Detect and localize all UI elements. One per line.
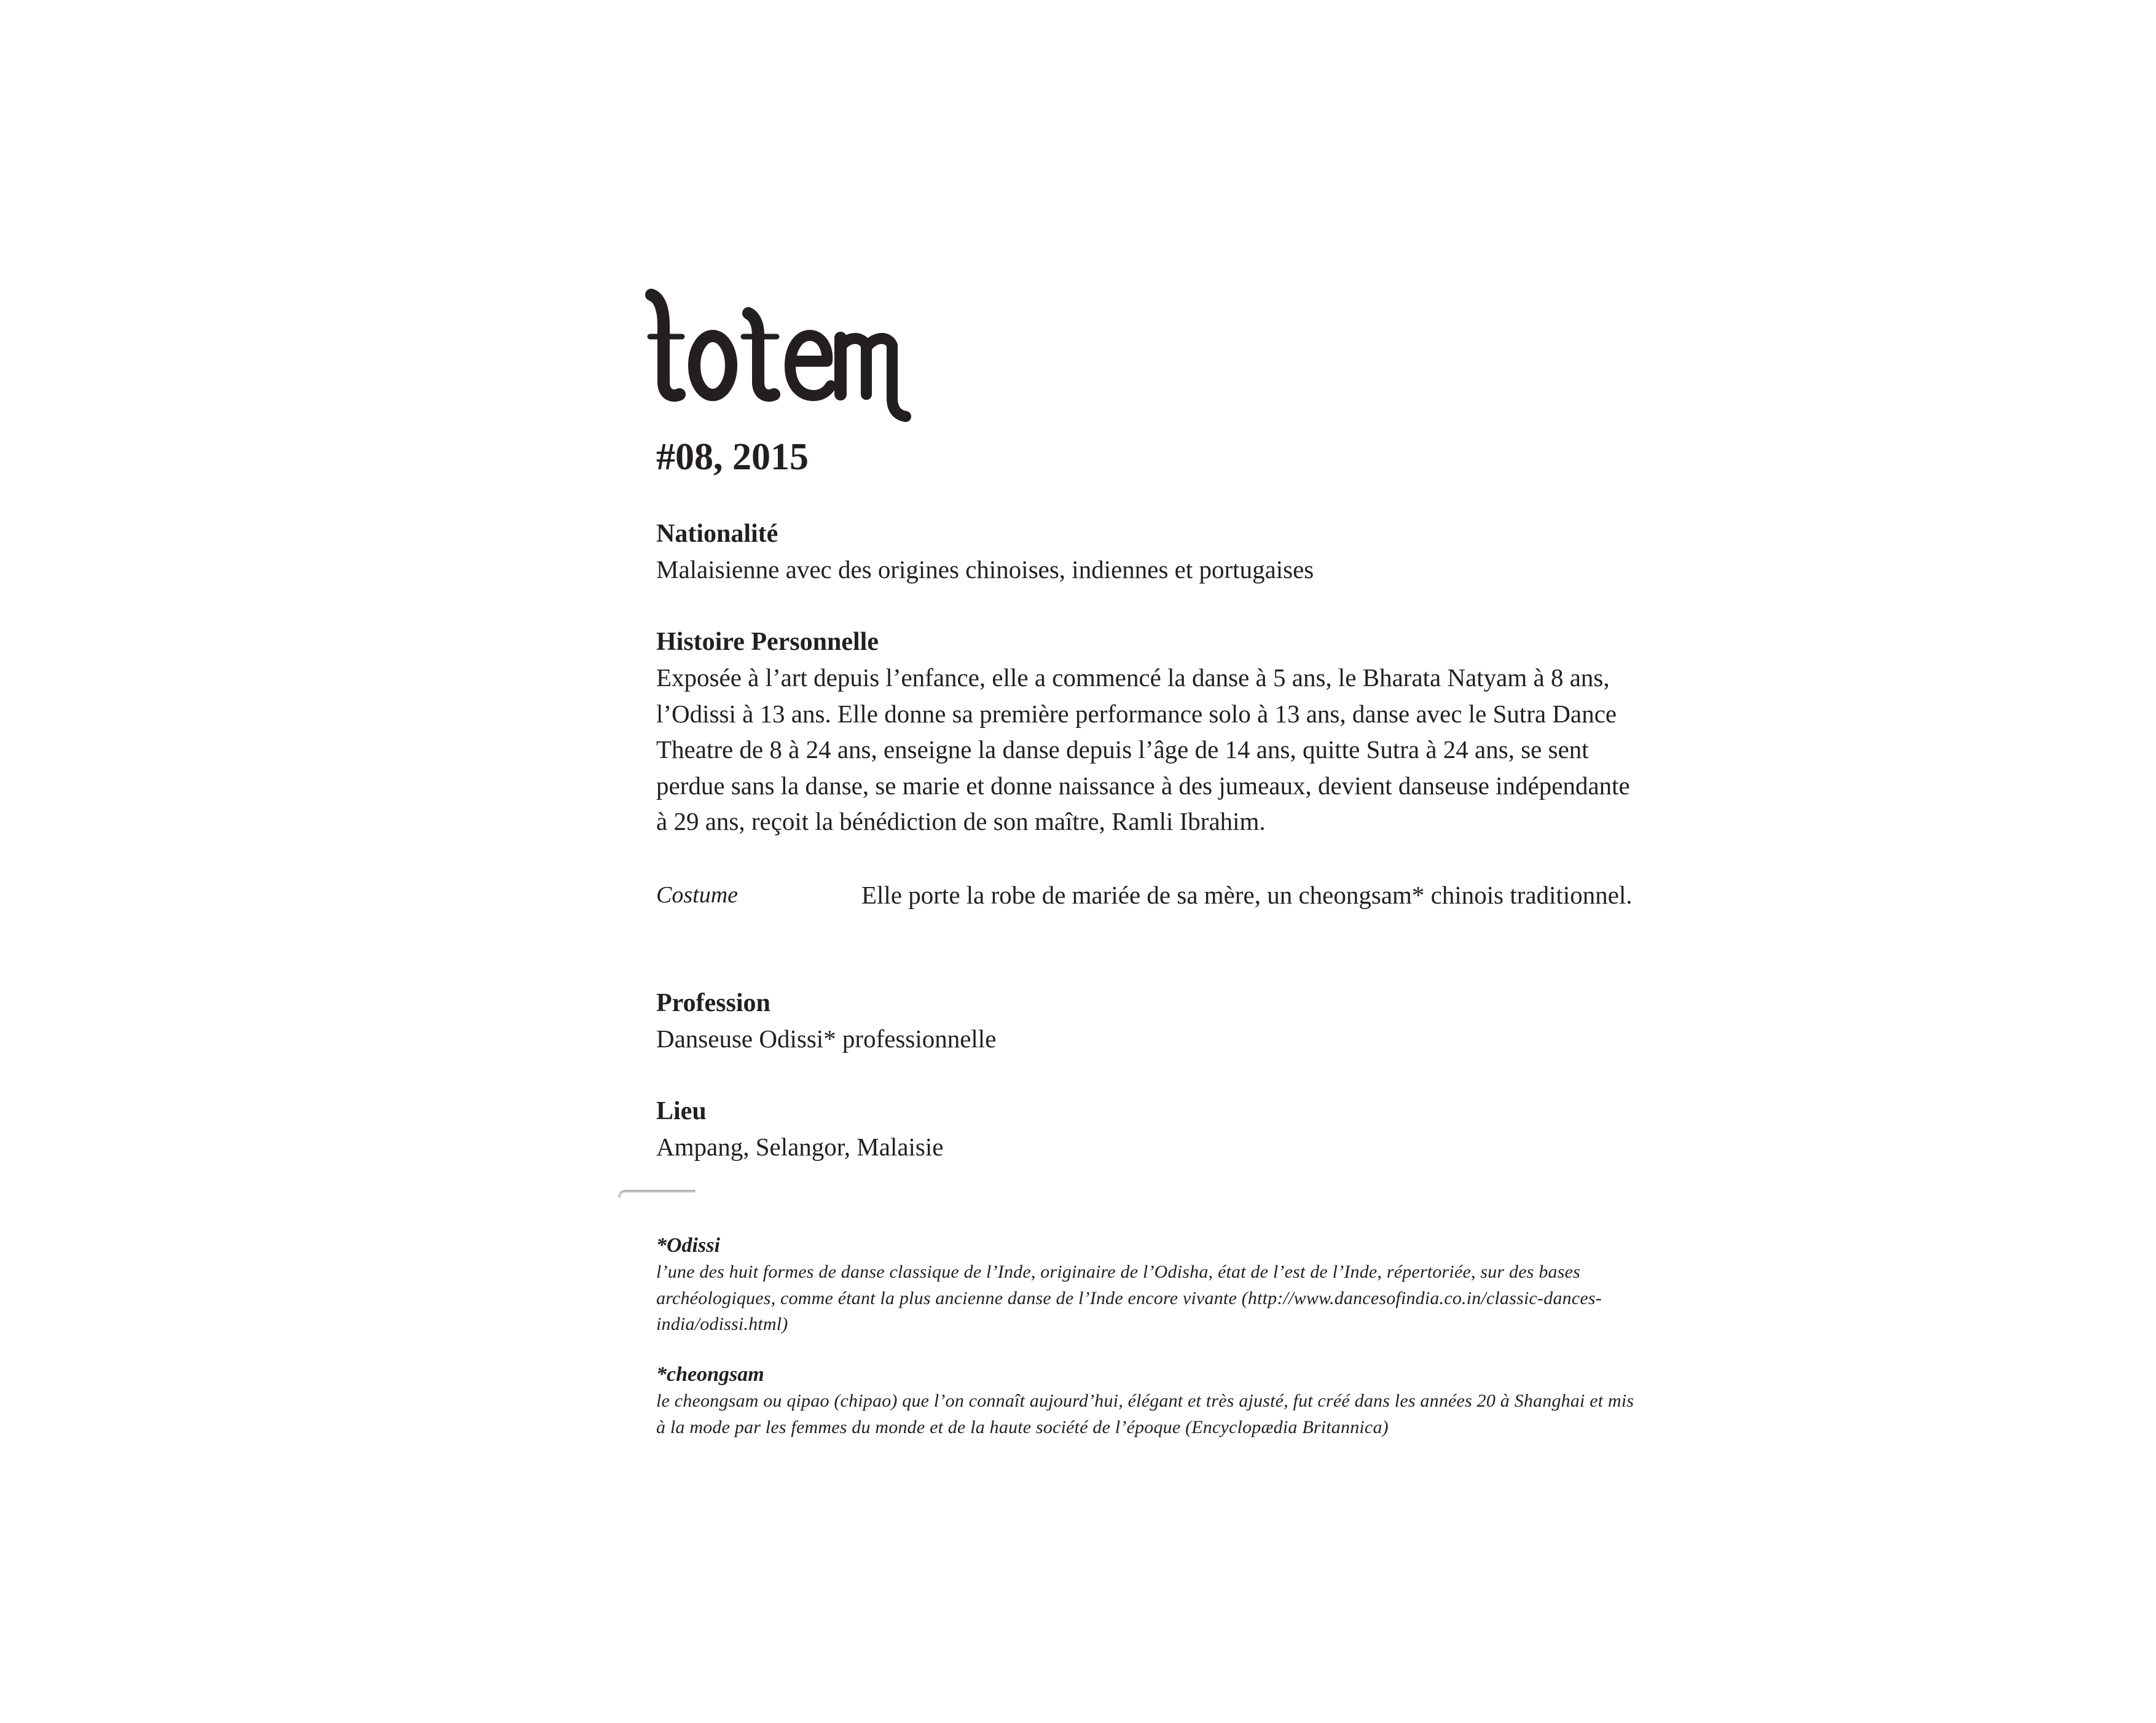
lieu-label: Lieu (656, 1097, 707, 1125)
nationalite-value: Malaisienne avec des origines chinoises, indiennes et portugaises (656, 555, 1314, 584)
divider-line (618, 1189, 696, 1198)
footnote-cheongsam-title: *cheongsam (656, 1363, 764, 1386)
costume-value: Elle porte la robe de mariée de sa mère, un cheongsam* chinois traditionnel. (861, 881, 1633, 909)
section-costume (656, 877, 1639, 953)
histoire-value: Exposée à l’art depuis l’enfance, elle a commencé la danse à 5 ans, le Bharata Natyam à 8 ans, l’Odissi à 13 ans. Elle donne sa première performance solo à 13 ans, danse avec le Sutra Dance Theatre de 8 à 24 ans, enseigne la danse depuis l’âge de 14 ans, quitte Sutra à 24 ans, se sent perdue sans la danse, se marie et donne naissance à des jumeaux, devient danseuse indépendante à 29 ans, reçoit la bénédiction de son maître, Ramli Ibrahim. (656, 663, 1630, 835)
section-histoire (656, 624, 1639, 840)
totem-wordmark-icon (645, 289, 915, 424)
footnote-odissi-text: l’une des huit formes de danse classique de l’Inde, originaire de l’Odisha, état de l’est de l’Inde, répertoriée, sur des bases archéologiques, comme étant la plus ancienne danse de l’Inde encore vivante (http://www.dancesofindia.co.in/classic-dances-india/odissi.html) (656, 1262, 1602, 1334)
totem-logo (645, 289, 915, 424)
section-nationalite (656, 516, 1639, 588)
profession-label: Profession (656, 989, 770, 1017)
lieu-value: Ampang, Selangor, Malaisie (656, 1133, 944, 1161)
profession-value: Danseuse Odissi* professionnelle (656, 1025, 997, 1053)
footnote-cheongsam (656, 1361, 1645, 1440)
section-profession (656, 985, 1639, 1057)
section-lieu (656, 1093, 1639, 1165)
issue-number: #08, 2015 (656, 436, 809, 478)
footnote-odissi-title: *Odissi (656, 1234, 720, 1257)
histoire-label: Histoire Personnelle (656, 628, 879, 656)
footnote-cheongsam-text: le cheongsam ou qipao (chipao) que l’on connaît aujourd’hui, élégant et très ajusté, fut créé dans les années 20 à Shanghai et mis à la mode par les femmes du monde et de la haute société de l’époque (Encyclopædia Britannica) (656, 1391, 1634, 1437)
footnote-divider (618, 1189, 696, 1198)
footnote-odissi (656, 1232, 1645, 1338)
nationalite-label: Nationalité (656, 520, 778, 548)
costume-label: Costume (656, 882, 738, 908)
